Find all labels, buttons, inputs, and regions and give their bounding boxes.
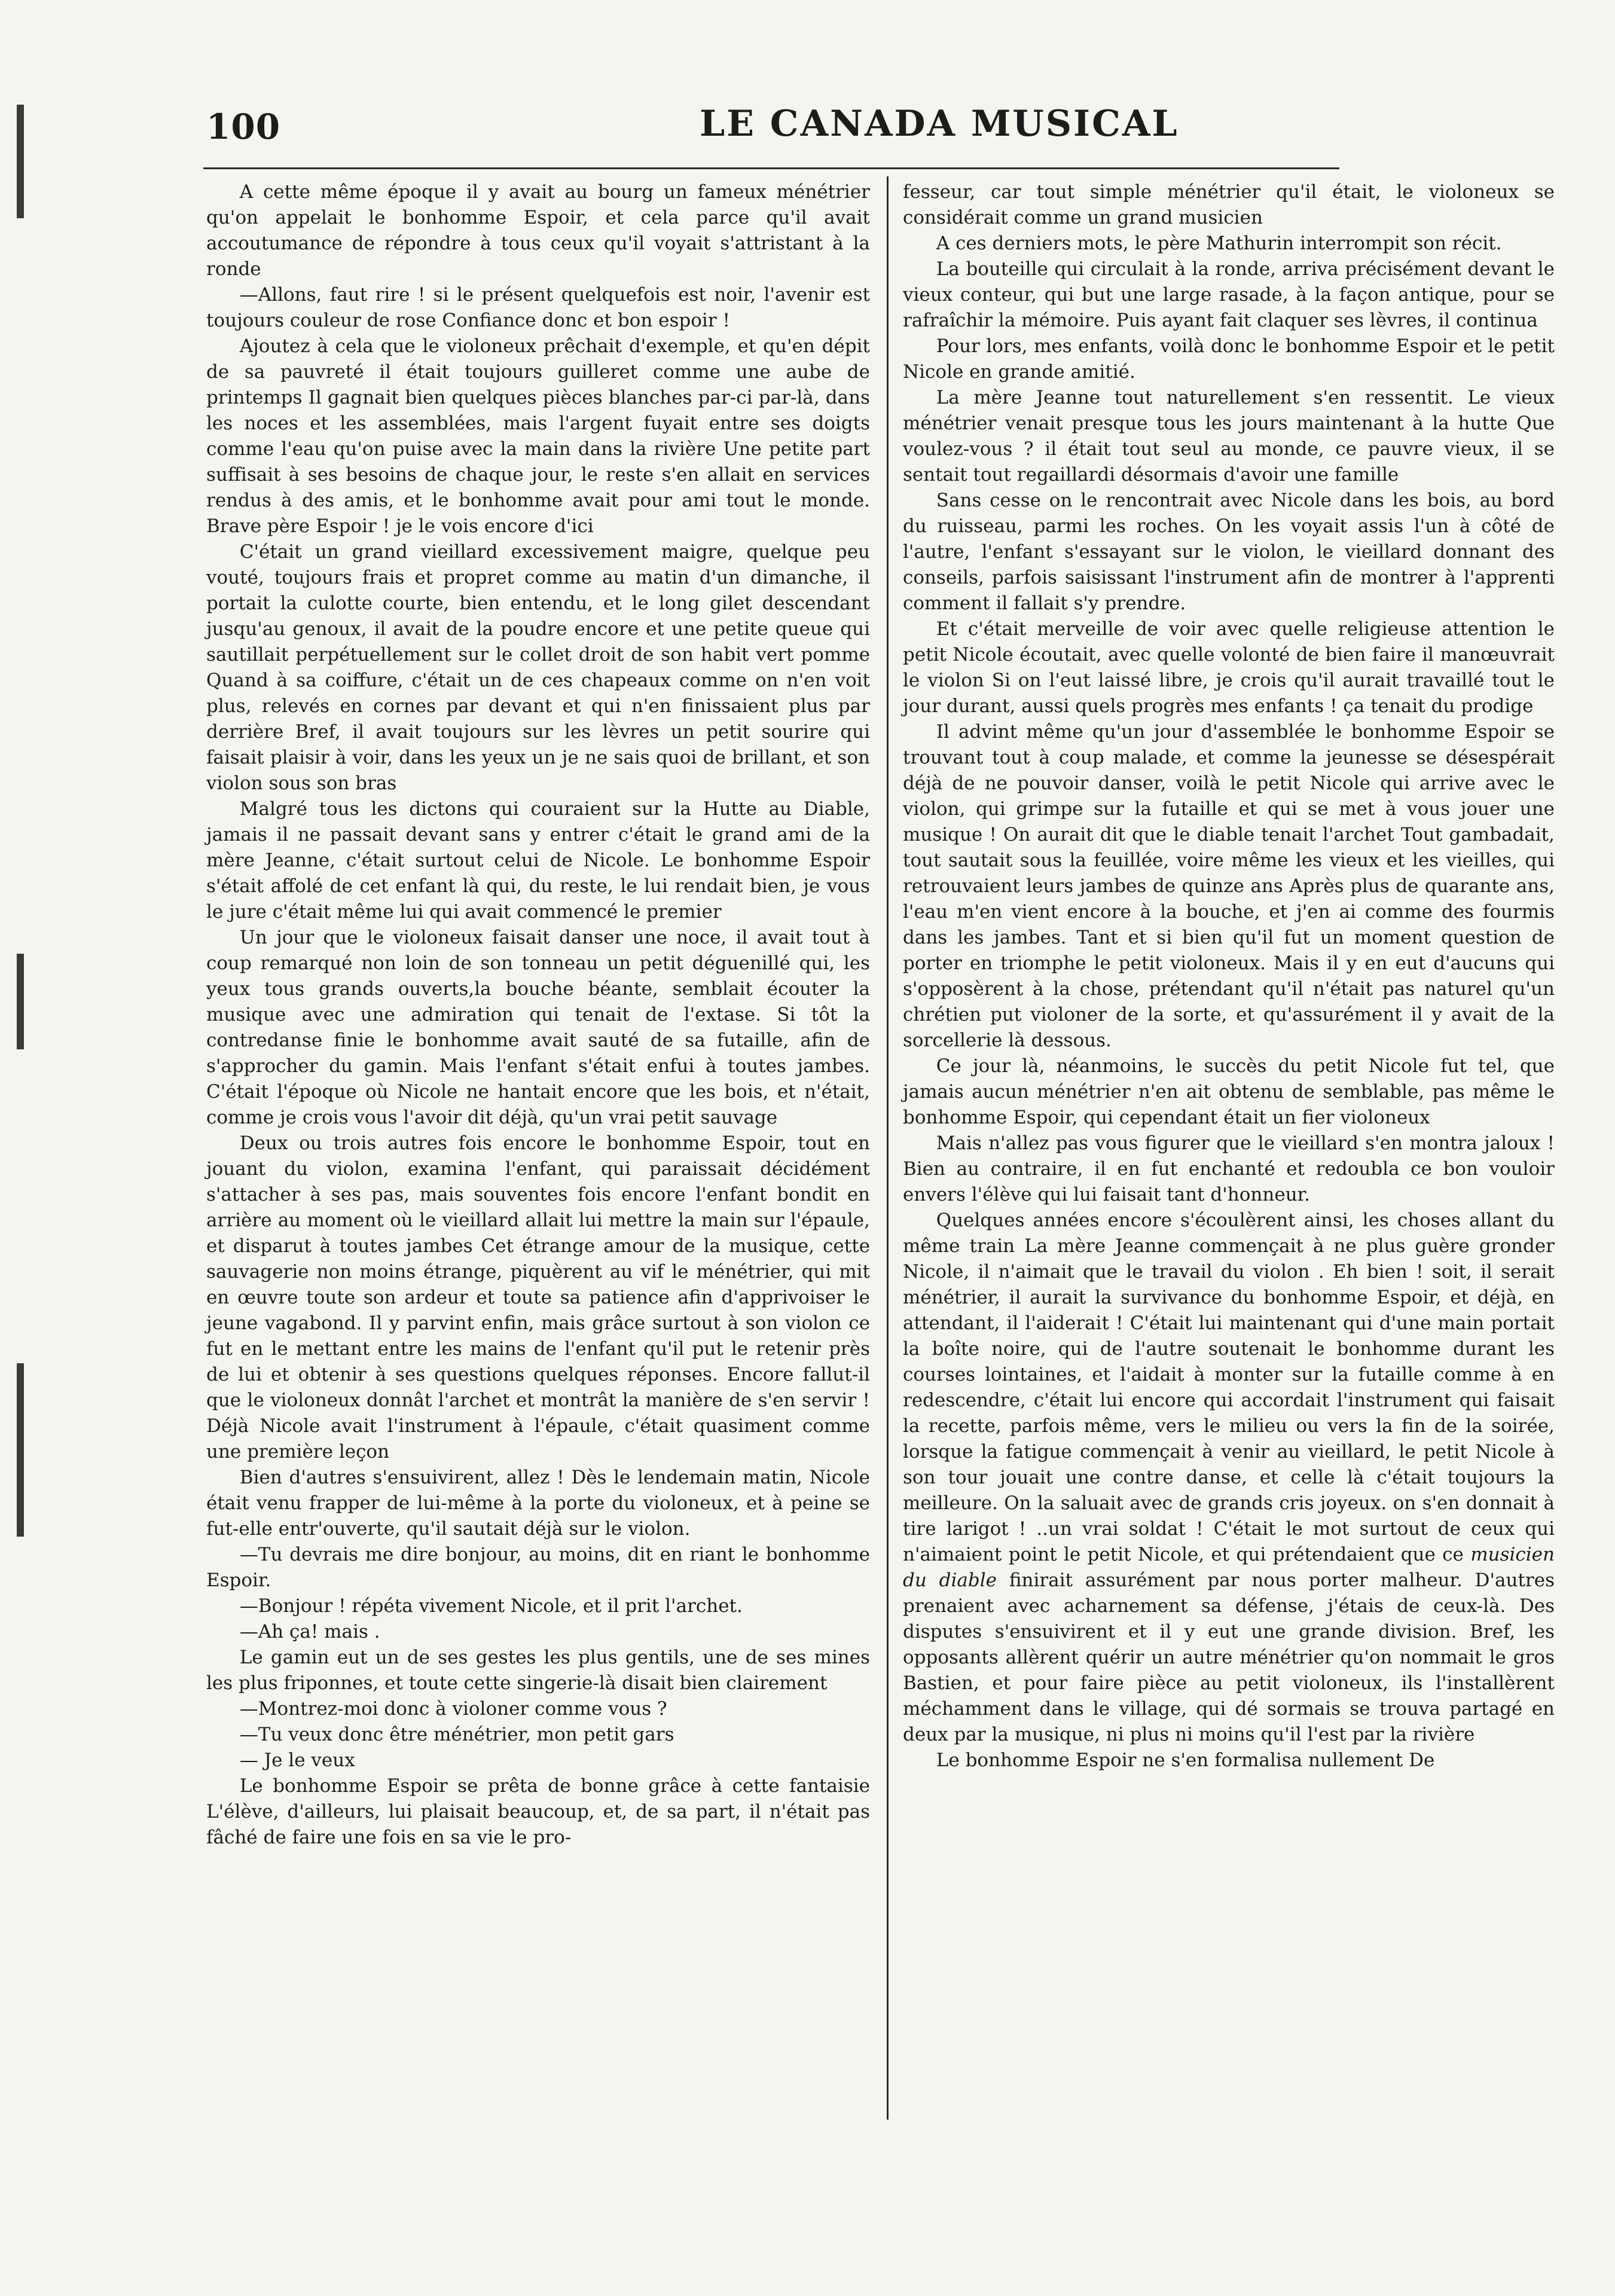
- left-column: [206, 179, 870, 1851]
- paragraph: Le gamin eut un de ses gestes les plus gentils, une de ses mines les plus friponnes, et toute cette singerie-là disait bien clairement: [206, 1647, 870, 1694]
- paragraph: —Tu veux donc être ménétrier, mon petit gars: [239, 1724, 674, 1745]
- paragraph: —Montrez-moi donc à violoner comme vous ?: [239, 1698, 667, 1720]
- paragraph: A cette même époque il y avait au bourg un fameux ménétrier qu'on appelait le bonhomme Espoir, et cela parce qu'il avait accoutumance de répondre à tous ceux qu'il voyait s'attristant à la ronde: [206, 181, 870, 280]
- paragraph: Il advint même qu'un jour d'assemblée le bonhomme Espoir se trouvant tout à coup malade, et comme la jeunesse se désespérait déjà de ne pouvoir danser, voilà le petit Nicole qui arrive avec le violon, qui grimpe sur la futaille et qui se met à vous jouer une musique ! On aurait dit que le diable tenait l'archet Tout gambadait, tout sautait sous la feuillée, voire même les vieux et les vieilles, qui retrouvaient leurs jambes de quinze ans Après plus de quarante ans, l'eau m'en vient encore à la bouche, et j'en ai comme des fourmis dans les jambes. Tant et si bien qu'il fut un moment question de porter en triomphe le petit violoneux. Mais il y en eut d'aucuns qui s'opposèrent à la chose, prétendant qu'il n'était pas naturel qu'un chrétien put violoner de la sorte, et qu'assurément il y avait de la sorcellerie là dessous.: [903, 721, 1555, 1051]
- paragraph: Mais n'allez pas vous figurer que le vieillard s'en montra jaloux ! Bien au contraire, il en fut enchanté et redoubla ce bon vouloir envers l'élève qui lui faisait tant d'honneur.: [903, 1132, 1555, 1205]
- paragraph: — Je le veux: [239, 1750, 355, 1771]
- paragraph: Deux ou trois autres fois encore le bonhomme Espoir, tout en jouant du violon, examina l'enfant, qui paraissait décidément s'attacher à ses pas, mais souventes fois encore l'enfant bondit en arrière au moment où le vieillard allait lui mettre la main sur l'épaule, et disparut à toutes jambes Cet étrange amour de la musique, cette sauvagerie non moins étrange, piquèrent au vif le ménétrier, qui mit en œuvre toute son ardeur et toute sa patience afin d'apprivoiser le jeune vagabond. Il y parvint enfin, mais grâce surtout à son violon ce fut en le mettant entre les mains de l'enfant qu'il put le retenir près de lui et obtenir à ses questions quelques réponses. Encore fallut-il que le violoneux donnât l'archet et montrât la manière de s'en servir ! Déjà Nicole avait l'instrument à l'épaule, c'était quasiment comme une première leçon: [206, 1132, 870, 1463]
- paragraph: [903, 1208, 1555, 1748]
- paragraph: Ce jour là, néanmoins, le succès du petit Nicole fut tel, que jamais aucun ménétrier n'en ait obtenu de semblable, pas même le bonhomme Espoir, qui cependant était un fier violoneux: [903, 1055, 1555, 1128]
- italic-phrase: musicien du diable: [903, 1544, 1555, 1591]
- margin-mark: [17, 1363, 24, 1537]
- paragraph-text: finirait assurément par nous porter malheur. D'autres prenaient avec acharnement sa défense, j'étais de ceux-là. Des disputes s'ensuivirent et il y eut une grande division. Bref, les opposants allèrent quérir un autre ménétrier qu'on nommait le gros Bastien, et pour faire pièce au petit violoneux, ils l'installèrent méchamment dans le village, qui dé sormais se trouva partagé en deux par la musique, ni plus ni moins qu'il l'est par la rivière: [903, 1570, 1555, 1745]
- page-title: LE CANADA MUSICAL: [700, 103, 1179, 145]
- right-column: [903, 179, 1555, 1773]
- column-divider: [887, 176, 889, 2120]
- paragraph: Et c'était merveille de voir avec quelle religieuse attention le petit Nicole écoutait, avec quelle volonté de bien faire il manœuvrait le violon Si on l'eut laissé libre, je crois qu'il aurait travaillé tout le jour durant, aussi quels progrès mes enfants ! ça tenait du prodige: [903, 618, 1555, 717]
- paragraph: Le bonhomme Espoir ne s'en formalisa nullement De: [936, 1750, 1435, 1771]
- paragraph: La bouteille qui circulait à la ronde, arriva précisément devant le vieux conteur, qui but une large rasade, à la façon antique, pour se rafraîchir la mémoire. Puis ayant fait claquer ses lèvres, il continua: [903, 258, 1555, 331]
- paragraph: Pour lors, mes enfants, voilà donc le bonhomme Espoir et le petit Nicole en grande amitié.: [903, 335, 1555, 383]
- paragraph: La mère Jeanne tout naturellement s'en ressentit. Le vieux ménétrier venait presque tous les jours maintenant à la hutte Que voulez-vous ? il était tout seul au monde, ce pauvre vieux, il se sentait tout regaillardi désormais d'avoir une famille: [903, 387, 1555, 486]
- paragraph: —Tu devrais me dire bonjour, au moins, dit en riant le bonhomme Espoir.: [206, 1544, 870, 1591]
- page-number: 100: [206, 106, 281, 147]
- paragraph: Malgré tous les dictons qui couraient sur la Hutte au Diable, jamais il ne passait devant sans y entrer c'était le grand ami de la mère Jeanne, c'était surtout celui de Nicole. Le bonhomme Espoir s'était affolé de cet enfant là qui, du reste, le lui rendait bien, je vous le jure c'était même lui qui avait commencé le premier: [206, 798, 870, 923]
- paragraph: Un jour que le violoneux faisait danser une noce, il avait tout à coup remarqué non loin de son tonneau un petit déguenillé qui, les yeux tous grands ouverts,la bouche béante, semblait écouter la musique avec une admiration qui tenait de l'extase. Si tôt la contredanse finie le bonhomme avait sauté de sa futaille, afin de s'approcher du gamin. Mais l'enfant s'était enfui à toutes jambes. C'était l'époque où Nicole ne hantait encore que les bois, et n'était, comme je crois vous l'avoir dit déjà, qu'un vrai petit sauvage: [206, 927, 870, 1128]
- paragraph: Ajoutez à cela que le violoneux prêchait d'exemple, et qu'en dépit de sa pauvreté il était toujours guilleret comme une aube de printemps Il gagnait bien quelques pièces blanches par-ci par-là, dans les noces et les assemblées, mais l'argent fuyait entre ses doigts comme l'eau qu'on puise avec la main dans la rivière Une petite part suffisait à ses besoins de chaque jour, le reste s'en allait en services rendus à des amis, et le bonhomme avait pour ami tout le monde. Brave père Espoir ! je le vois encore d'ici: [206, 335, 870, 537]
- paragraph: —Bonjour ! répéta vivement Nicole, et il prit l'archet.: [239, 1595, 743, 1617]
- paragraph: Bien d'autres s'ensuivirent, allez ! Dès le lendemain matin, Nicole était venu frapper de lui-même à la porte du violoneux, et à peine se fut-elle entr'ouverte, qu'il sautait déjà sur le violon.: [206, 1467, 870, 1540]
- paragraph: Sans cesse on le rencontrait avec Nicole dans les bois, au bord du ruisseau, parmi les roches. On les voyait assis l'un à côté de l'autre, l'enfant s'essayant sur le violon, le vieillard donnant des conseils, parfois saisissant l'instrument afin de montrer à l'apprenti comment il fallait s'y prendre.: [903, 490, 1555, 614]
- paragraph: —Allons, faut rire ! si le présent quelquefois est noir, l'avenir est toujours couleur de rose Confiance donc et bon espoir !: [206, 284, 870, 331]
- paragraph: Le bonhomme Espoir se prêta de bonne grâce à cette fantaisie L'élève, d'ailleurs, lui plaisait beaucoup, et, de sa part, il n'était pas fâché de faire une fois en sa vie le pro-: [206, 1775, 870, 1848]
- paragraph-text: Quelques années encore s'écoulèrent ainsi, les choses allant du même train La mère Jeanne commençait à ne plus guère gronder Nicole, il n'aimait que le travail du violon . Eh bien ! soit, il serait ménétrier, il aurait la survivance du bonhomme Espoir, et déjà, en attendant, il l'aiderait ! C'était lui maintenant qui d'une main portait la boîte noire, qui de l'autre soutenait le bonhomme durant les courses lointaines, et l'aidait à monter sur la futaille comme à en redescendre, c'était lui encore qui accordait l'instrument qui faisait la recette, parfois même, vers le milieu ou vers la fin de la soirée, lorsque la fatigue commençait à venir au vieillard, le petit Nicole à son tour jouait une contre danse, et celle là c'était toujours la meilleure. On la saluait avec de grands cris joyeux. on s'en donnait à tire larigot ! ..un vrai soldat ! C'était le mot surtout de ceux qui n'aimaient point le petit Nicole, et qui prétendaient que ce: [903, 1210, 1555, 1565]
- paragraph: A ces derniers mots, le père Mathurin interrompit son récit.: [936, 233, 1502, 254]
- margin-mark: [17, 105, 24, 218]
- header-rule: [203, 167, 1339, 169]
- paragraph: C'était un grand vieillard excessivement maigre, quelque peu vouté, toujours frais et propret comme au matin d'un dimanche, il portait la culotte courte, bien entendu, et le long gilet descendant jusqu'au genoux, il avait de la poudre encore et une petite queue qui sautillait perpétuellement sur le collet droit de son habit vert pomme Quand à sa coiffure, c'était un de ces chapeaux comme on n'en voit plus, relevés en cornes par devant et qui n'en finissaient plus par derrière Bref, il avait toujours sur les lèvres un petit sourire qui faisait plaisir à voir, dans les yeux un je ne sais quoi de brillant, et son violon sous son bras: [206, 541, 870, 794]
- paragraph: —Ah ça! mais .: [239, 1621, 380, 1642]
- margin-mark: [17, 954, 24, 1049]
- paragraph: fesseur, car tout simple ménétrier qu'il était, le violoneux se considérait comme un grand musicien: [903, 181, 1555, 228]
